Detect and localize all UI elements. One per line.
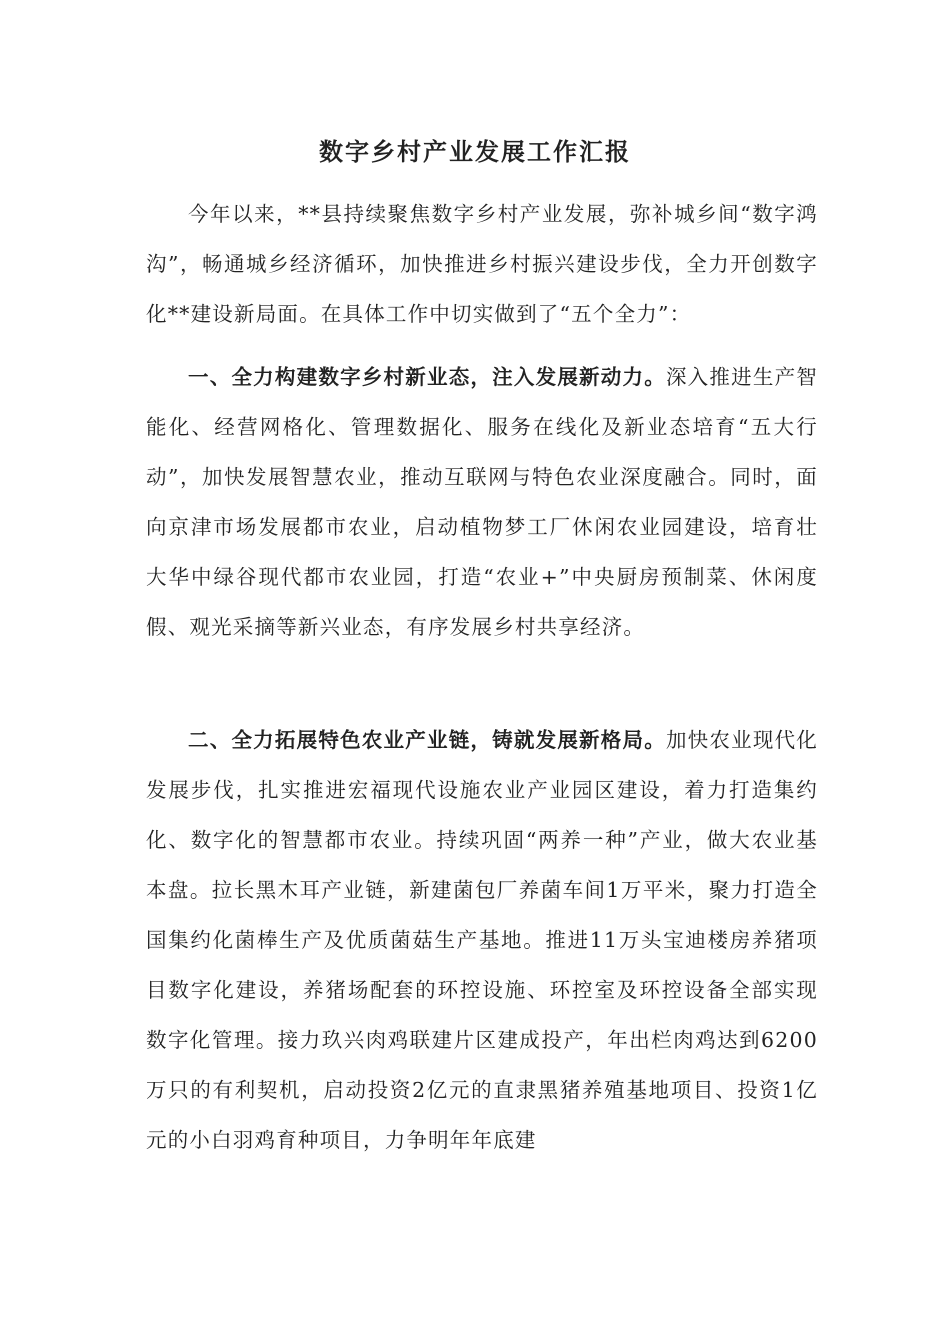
section-1-heading: 一、全力构建数字乡村新业态，注入发展新动力。 bbox=[188, 365, 666, 389]
document-title: 数字乡村产业发展工作汇报 bbox=[319, 137, 631, 166]
section-2-paragraph bbox=[146, 715, 818, 1165]
section-2-body: 加快农业现代化发展步伐，扎实推进宏福现代设施农业产业园区建设，着力打造集约化、数字化的智慧都市农业。持续巩固“两养一种”产业，做大农业基本盘。拉长黑木耳产业链，新建菌包厂养菌车间1万平米，聚力打造全国集约化菌棒生产及优质菌菇生产基地。推进11万头宝迪楼房养猪项目数字化建设，养猪场配套的环控设施、环控室及环控设备全部实现数字化管理。接力玖兴肉鸡联建片区建成投产，年出栏肉鸡达到6200万只的有利契机，启动投资2亿元的直隶黑猪养殖基地项目、投资1亿元的小白羽鸡育种项目，力争明年年底建 bbox=[146, 728, 819, 1152]
section-1-paragraph bbox=[146, 352, 818, 652]
section-1-body: 深入推进生产智能化、经营网格化、管理数据化、服务在线化及新业态培育“五大行动”，加快发展智慧农业，推动互联网与特色农业深度融合。同时，面向京津市场发展都市农业，启动植物梦工厂休闲农业园建设，培育壮大华中绿谷现代都市农业园，打造“农业+”中央厨房预制菜、休闲度假、观光采摘等新兴业态，有序发展乡村共享经济。 bbox=[146, 365, 819, 639]
intro-paragraph: 今年以来，**县持续聚焦数字乡村产业发展，弥补城乡间“数字鸿沟”，畅通城乡经济循环，加快推进乡村振兴建设步伐，全力开创数字化**建设新局面。在具体工作中切实做到了“五个全力”： bbox=[146, 202, 818, 326]
section-2-heading: 二、全力拓展特色农业产业链，铸就发展新格局。 bbox=[188, 728, 666, 752]
